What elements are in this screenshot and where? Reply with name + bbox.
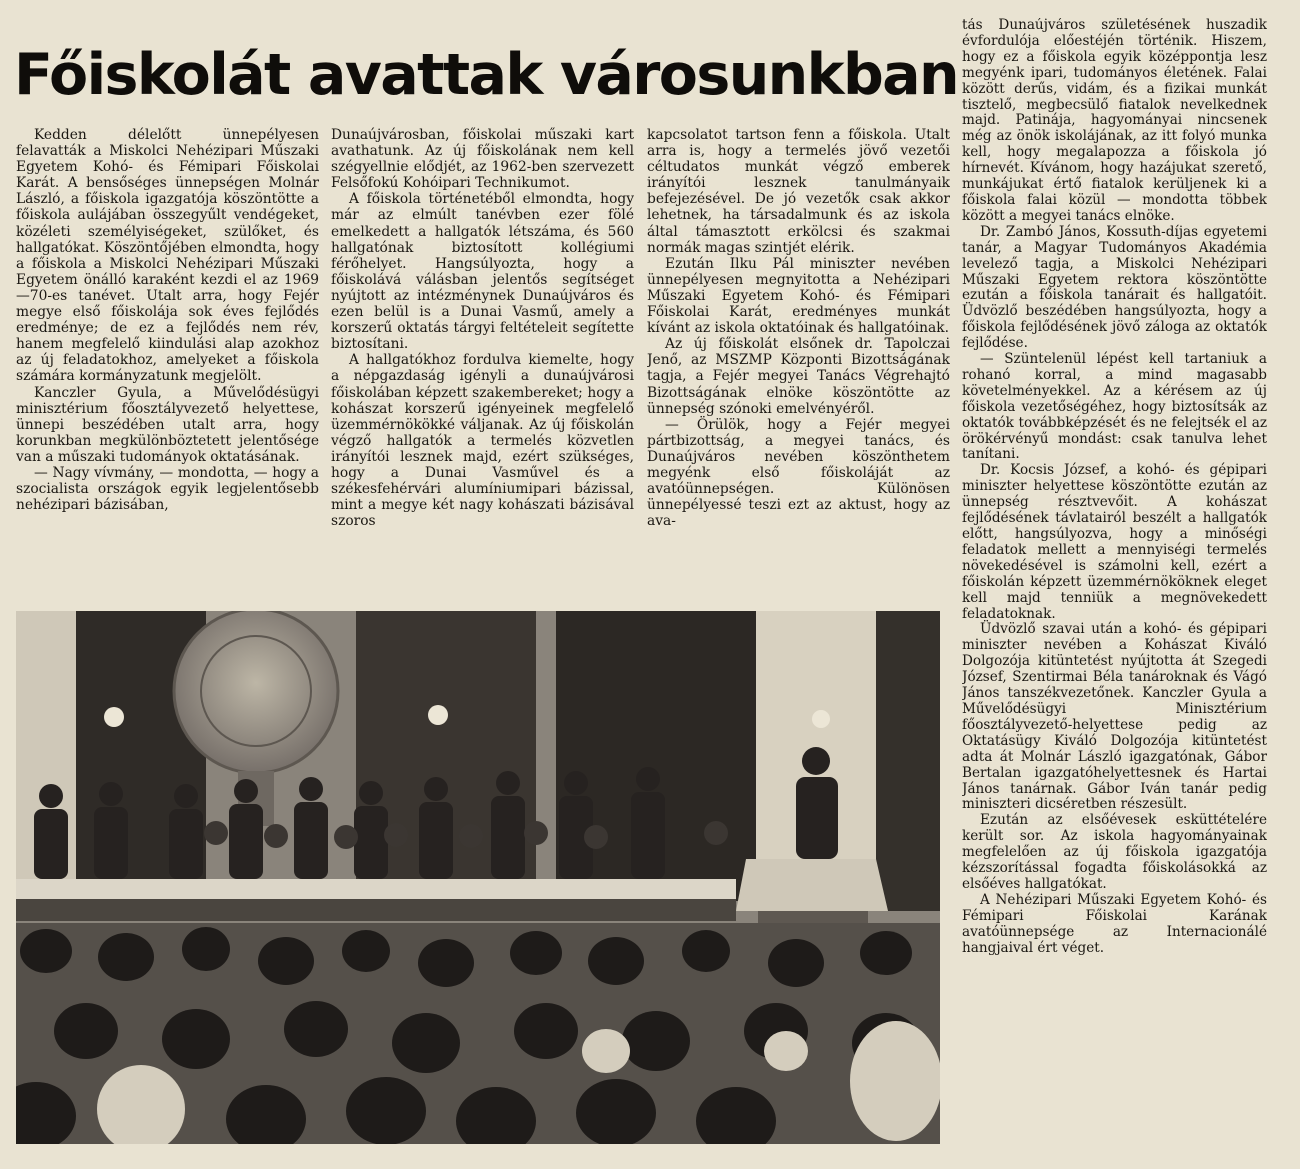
article-column-4 (962, 18, 1267, 1146)
paragraph: — Nagy vívmány, — mondotta, — hogy a szocialista országok egyik legjelentősebb nehézipari bázisában, (16, 464, 319, 514)
ceremony-photo (16, 611, 940, 1144)
paragraph: kapcsolatot tartson fenn a főiskola. Utalt arra is, hogy a termelés jövő vezetői céltudatos munkát végző emberek irányítói lesznek tanulmányaik befejezésével. De jó vezetők csak akkor lehetnek, ha társadalmunk és az iskola által támasztott erkölcsi és szakmai normák magas szintjét elérik. (647, 127, 950, 256)
paragraph: Üdvözlő szavai után a kohó- és gépipari miniszter nevében a Kohászat Kiváló Dolgozója kitüntetést nyújtotta át Szegedi József, Szentirmai Béla tanároknak és Vágó János tanszékvezetőnek. Kanczler Gyula a Művelődésügyi Minisztérium főosztályvezető-helyettese pedig az Oktatásügy Kiváló Dolgozója kitüntetést adta át Molnár László igazgatónak, Gábor Bertalan igazgatóhelyettesnek és Hartai János tanárnak. Gábor Iván tanár pedig miniszteri dicséretben részesült. (962, 621, 1267, 813)
paragraph: — Örülök, hogy a Fejér megyei pártbizottság, a megyei tanács, és Dunaújváros nevében köszönthetem megyénk első főiskoláját az avatóünnepségen. Különösen ünnepélyessé teszi ezt az aktust, hogy az ava- (647, 416, 950, 530)
paragraph: tás Dunaújváros születésének huszadik évfordulója előestéjén történik. Hiszem, hogy ez a főiskola egyik középpontja lesz megyénk ipari, tudományos életének. Falai között derűs, vidám, és a fizikai munkát tisztelő, megbecsülő fiatalok nevelkednek majd. Patinája, hagyományai nincsenek még az önök iskolájának, az itt folyó munka kell, hogy megalapozza a főiskola jó hírnevét. Kívánom, hogy hazájukat szerető, munkájukat értő fiatalok kerüljenek ki a főiskola falai közül — mondotta többek között a megyei tanács elnöke. (962, 18, 1267, 224)
article-column-1 (16, 127, 319, 601)
paragraph: A Nehézipari Műszaki Egyetem Kohó- és Fémipari Főiskolai Karának avatóünnepsége az Internacionálé hangjaival ért véget. (962, 891, 1267, 956)
paragraph: A főiskola történetéből elmondta, hogy már az elmúlt tanévben ezer fölé emelkedett a hallgatók létszáma, és 560 hallgatónak biztosított kollégiumi férőhelyet. Hangsúlyozta, hogy a főiskolává válásban jelentős segítséget nyújtott az intézménynek Dunaújváros és ezen belül is a Dunai Vasmű, amely a korszerű oktatás tárgyi feltételeit segítette biztosítani. (331, 191, 634, 353)
paragraph: Ezután Ilku Pál miniszter nevében ünnepélyesen megnyitotta a Nehézipari Műszaki Egyetem Kohó- és Fémipari Főiskolai Karát, eredményes munkát kívánt az iskola oktatóinak és hallgatóinak. (647, 255, 950, 337)
paragraph: Az új főiskolát elsőnek dr. Tapolczai Jenő, az MSZMP Központi Bizottságának tagja, a Fejér megyei Tanács Végrehajtó Bizottságának elnöke köszöntötte az ünnepség szónoki emelvényéről. (647, 336, 950, 417)
paragraph: A hallgatókhoz fordulva kiemelte, hogy a népgazdaság igényli a dunaújvárosi főiskolában képzett szakembereket; hogy a kohászat korszerű igényeinek megfelelő üzemmérnökökké váljanak. Az új főiskolán végző hallgatók a termelés közvetlen irányítói lesznek majd, ezért szükséges, hogy a Dunai Vasművel és a székesfehérvári alumíniumipari bázissal, mint a megye két nagy kohászati bázisával szoros (331, 352, 634, 530)
paragraph: Dr. Zambó János, Kossuth-díjas egyetemi tanár, a Magyar Tudományos Akadémia levelező tagja, a Miskolci Nehézipari Műszaki Egyetem rektora köszöntötte ezután a főiskola tanárait és hallgatóit. Üdvözlő beszédében hangsúlyozta, hogy a főiskola fejlődésének jövő záloga az oktatók fejlődése. (962, 223, 1267, 352)
article-column-2 (331, 127, 634, 601)
paragraph: Ezután az elsőévesek esküttételére került sor. Az iskola hagyományainak megfelelően az új főiskola igazgatója kézszorítással fogadta főiskolásokká az elsőéves hallgatókat. (962, 812, 1267, 892)
paragraph: Kanczler Gyula, a Művelődésügyi minisztérium főosztályvezető helyettese, ünnepi beszédében utalt arra, hogy korunkban megkülönböztetett jelentősége van a műszaki tudományok oktatásának. (16, 384, 319, 465)
article-column-3 (647, 127, 950, 601)
paragraph: Dunaújvárosban, főiskolai műszaki kart avathatunk. Az új főiskolának nem kell szégyellnie elődjét, az 1962-ben szervezett Felsőfokú Kohóipari Technikumot. (331, 127, 634, 192)
paragraph: — Szüntelenül lépést kell tartaniuk a rohanó korral, a mind magasabb követelményekkel. Az a kérésem az új főiskola vezetőségéhez, hogy biztosítsák az oktatók továbbképzését és ne felejtsék el az örökérvényű mondást: csak tanulva lehet tanítani. (962, 351, 1267, 463)
headline: Főiskolát avattak városunkban (14, 42, 959, 108)
paragraph: Dr. Kocsis József, a kohó- és gépipari miniszter helyettese köszöntötte ezután az ünnepség résztvevőit. A kohászat fejlődésének távlatairól beszélt a hallgatók előtt, hangsúlyozva, hogy a minőségi feladatok mellett a mennyiségi termelés növekedésével is számolni kell, ezért a főiskolán képzett üzemmérnököknek eleget kell majd tenniük a megnövekedett feladatoknak. (962, 462, 1267, 622)
paragraph: Kedden délelőtt ünnepélyesen felavatták a Miskolci Nehézipari Műszaki Egyetem Kohó- és Fémipari Főiskolai Karát. A bensőséges ünnepségen Molnár László, a főiskola igazgatója köszöntötte a főiskola aulájában összegyűlt vendégeket, közéleti személyiségeket, szülőket, és hallgatókat. Köszöntőjében elmondta, hogy a főiskola a Miskolci Nehézipari Műszaki Egyetem önálló karaként kezdi el az 1969—70-es tanévet. Utalt arra, hogy Fejér megye első főiskolája sok éves fejlődés eredménye; de ez a fejlődés nem rév, hanem megfelelő kiindulási alap azokhoz az új feladatokhoz, amelyeket a főiskola számára kormányzatunk megjelölt. (16, 127, 319, 385)
